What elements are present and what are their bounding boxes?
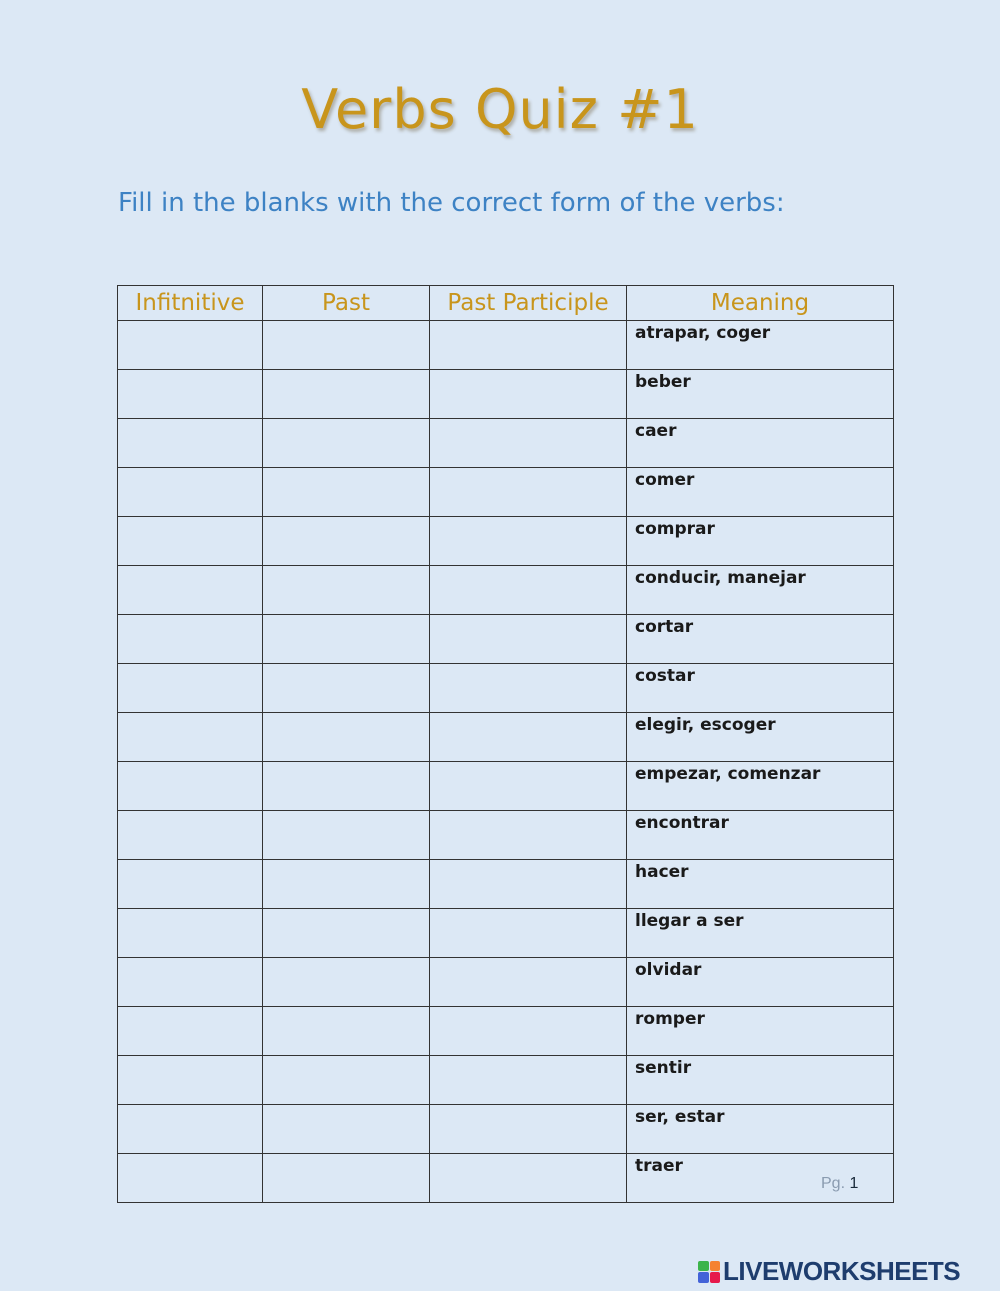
meaning-cell: caer: [627, 419, 894, 468]
meaning-cell: atrapar, coger: [627, 321, 894, 370]
past-participle-input-cell[interactable]: [430, 1105, 627, 1154]
past-participle-input-cell[interactable]: [430, 566, 627, 615]
infinitive-input-cell[interactable]: [118, 762, 263, 811]
infinitive-input-cell[interactable]: [118, 1056, 263, 1105]
table-row: [118, 468, 894, 517]
past-participle-input-cell[interactable]: [430, 664, 627, 713]
past-input-cell[interactable]: [263, 370, 430, 419]
past-input-cell[interactable]: [263, 615, 430, 664]
verbs-table: [117, 285, 894, 1203]
past-input-cell[interactable]: [263, 762, 430, 811]
past-participle-input-cell[interactable]: [430, 321, 627, 370]
liveworksheets-logo-icon: [698, 1261, 720, 1283]
meaning-cell: comer: [627, 468, 894, 517]
table-row: [118, 811, 894, 860]
meaning-cell: costar: [627, 664, 894, 713]
infinitive-input-cell[interactable]: [118, 615, 263, 664]
logo-square-orange: [710, 1261, 721, 1272]
past-input-cell[interactable]: [263, 517, 430, 566]
page-title: Verbs Quiz #1: [301, 78, 699, 141]
meaning-cell: elegir, escoger: [627, 713, 894, 762]
meaning-cell: llegar a ser: [627, 909, 894, 958]
past-participle-input-cell[interactable]: [430, 713, 627, 762]
infinitive-input-cell[interactable]: [118, 321, 263, 370]
meaning-cell: comprar: [627, 517, 894, 566]
meaning-cell: traer: [627, 1154, 894, 1203]
header-infinitive: Infitnitive: [118, 286, 263, 321]
infinitive-input-cell[interactable]: [118, 860, 263, 909]
past-input-cell[interactable]: [263, 958, 430, 1007]
logo-square-red: [710, 1272, 721, 1283]
meaning-cell: cortar: [627, 615, 894, 664]
past-input-cell[interactable]: [263, 1007, 430, 1056]
header-meaning: Meaning: [627, 286, 894, 321]
past-input-cell[interactable]: [263, 1105, 430, 1154]
table-row: [118, 370, 894, 419]
table-row: [118, 321, 894, 370]
past-participle-input-cell[interactable]: [430, 1056, 627, 1105]
infinitive-input-cell[interactable]: [118, 811, 263, 860]
meaning-cell: encontrar: [627, 811, 894, 860]
past-input-cell[interactable]: [263, 860, 430, 909]
table-row: [118, 664, 894, 713]
past-participle-input-cell[interactable]: [430, 1007, 627, 1056]
table-row: [118, 517, 894, 566]
brand-name: LIVEWORKSHEETS: [723, 1256, 961, 1286]
meaning-cell: olvidar: [627, 958, 894, 1007]
past-input-cell[interactable]: [263, 909, 430, 958]
past-participle-input-cell[interactable]: [430, 1154, 627, 1203]
past-input-cell[interactable]: [263, 321, 430, 370]
table-row: [118, 860, 894, 909]
infinitive-input-cell[interactable]: [118, 566, 263, 615]
past-input-cell[interactable]: [263, 713, 430, 762]
instructions-text: Fill in the blanks with the correct form of the verbs:: [118, 188, 785, 218]
infinitive-input-cell[interactable]: [118, 468, 263, 517]
table-row: [118, 419, 894, 468]
past-participle-input-cell[interactable]: [430, 762, 627, 811]
infinitive-input-cell[interactable]: [118, 1154, 263, 1203]
past-participle-input-cell[interactable]: [430, 958, 627, 1007]
infinitive-input-cell[interactable]: [118, 419, 263, 468]
infinitive-input-cell[interactable]: [118, 1007, 263, 1056]
infinitive-input-cell[interactable]: [118, 909, 263, 958]
past-participle-input-cell[interactable]: [430, 909, 627, 958]
infinitive-input-cell[interactable]: [118, 517, 263, 566]
infinitive-input-cell[interactable]: [118, 1105, 263, 1154]
page-label: Pg.: [821, 1175, 846, 1192]
table-row: [118, 909, 894, 958]
table-row: [118, 1154, 894, 1203]
past-participle-input-cell[interactable]: [430, 811, 627, 860]
brand-footer[interactable]: [698, 1256, 960, 1287]
header-past: Past: [263, 286, 430, 321]
past-input-cell[interactable]: [263, 566, 430, 615]
table-row: [118, 566, 894, 615]
table-row: [118, 958, 894, 1007]
table-row: [118, 615, 894, 664]
table-header-row: [118, 286, 894, 321]
page-number-value: 1: [849, 1175, 859, 1192]
logo-square-green: [698, 1261, 709, 1272]
table-row: [118, 713, 894, 762]
table-row: [118, 762, 894, 811]
past-participle-input-cell[interactable]: [430, 860, 627, 909]
past-participle-input-cell[interactable]: [430, 615, 627, 664]
meaning-cell: empezar, comenzar: [627, 762, 894, 811]
past-participle-input-cell[interactable]: [430, 419, 627, 468]
infinitive-input-cell[interactable]: [118, 370, 263, 419]
meaning-cell: sentir: [627, 1056, 894, 1105]
table-body: [118, 321, 894, 1203]
logo-square-blue: [698, 1272, 709, 1283]
table-row: [118, 1007, 894, 1056]
page-number: [821, 1175, 858, 1193]
past-input-cell[interactable]: [263, 1154, 430, 1203]
infinitive-input-cell[interactable]: [118, 664, 263, 713]
past-input-cell[interactable]: [263, 419, 430, 468]
meaning-cell: ser, estar: [627, 1105, 894, 1154]
meaning-cell: conducir, manejar: [627, 566, 894, 615]
past-participle-input-cell[interactable]: [430, 517, 627, 566]
meaning-cell: beber: [627, 370, 894, 419]
past-input-cell[interactable]: [263, 664, 430, 713]
infinitive-input-cell[interactable]: [118, 713, 263, 762]
past-input-cell[interactable]: [263, 468, 430, 517]
infinitive-input-cell[interactable]: [118, 958, 263, 1007]
past-participle-input-cell[interactable]: [430, 468, 627, 517]
header-past-participle: Past Participle: [430, 286, 627, 321]
meaning-cell: hacer: [627, 860, 894, 909]
table-row: [118, 1105, 894, 1154]
table-row: [118, 1056, 894, 1105]
past-input-cell[interactable]: [263, 811, 430, 860]
meaning-cell: romper: [627, 1007, 894, 1056]
past-input-cell[interactable]: [263, 1056, 430, 1105]
past-participle-input-cell[interactable]: [430, 370, 627, 419]
